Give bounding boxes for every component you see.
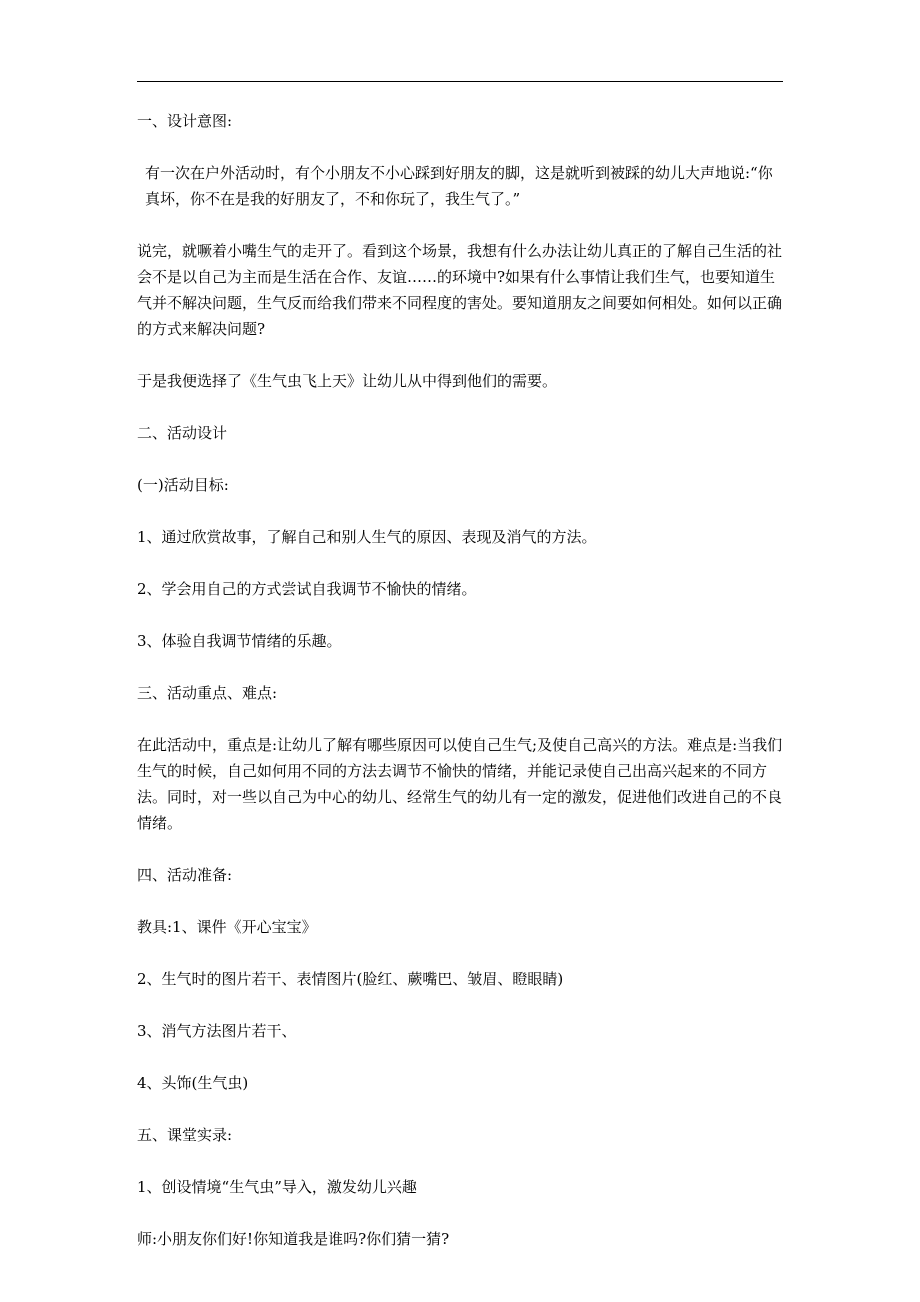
section-heading-class-record: 五、课堂实录: (137, 1126, 233, 1144)
goal-item-1: 1、通过欣赏故事，了解自己和别人生气的原因、表现及消气的方法。 (137, 528, 597, 546)
goal-item-2: 2、学会用自己的方式尝试自我调节不愉快的情绪。 (137, 580, 477, 598)
header-rule (137, 81, 783, 82)
paragraph-choice: 于是我便选择了《生气虫飞上天》让幼儿从中得到他们的需要。 (137, 372, 558, 390)
paragraph-key-points: 在此活动中，重点是:让幼儿了解有哪些原因可以使自己生气;及使自己高兴的方法。难点是:当我们生气的时候，自己如何用不同的方法去调节不愉快的情绪，并能记录使自己出高兴起来的不同方法。同时，对一些以自己为中心的幼儿、经常生气的幼儿有一定的激发，促进他们改进自己的不良情绪。 (137, 736, 783, 832)
document-body (137, 108, 787, 1278)
subheading-activity-goals: (一)活动目标: (137, 476, 229, 494)
teacher-dialogue: 师:小朋友你们好!你知道我是谁吗?你们猜一猜? (137, 1230, 450, 1248)
preparation-item-3: 3、消气方法图片若干、 (137, 1022, 297, 1040)
preparation-item-1: 教具:1、课件《开心宝宝》 (137, 918, 317, 936)
record-item-1: 1、创设情境“生气虫”导入，激发幼儿兴趣 (137, 1178, 417, 1196)
section-heading-preparation: 四、活动准备: (137, 866, 233, 884)
paragraph-reflection: 说完，就噘着小嘴生气的走开了。看到这个场景，我想有什么办法让幼儿真正的了解自己生活的社会不是以自己为主而是生活在合作、友谊……的环境中?如果有什么事情让我们生气，也要知道生气并不解决问题，生气反而给我们带来不同程度的害处。要知道朋友之间要如何相处。如何以正确的方式来解决问题? (137, 242, 783, 338)
section-heading-activity-design: 二、活动设计 (137, 424, 228, 442)
goal-item-3: 3、体验自我调节情绪的乐趣。 (137, 632, 342, 650)
section-heading-key-points: 三、活动重点、难点: (137, 684, 278, 702)
preparation-item-4: 4、头饰(生气虫) (137, 1074, 249, 1092)
paragraph-story: 有一次在户外活动时，有个小朋友不小心踩到好朋友的脚，这是就听到被踩的幼儿大声地说:“你真坏，你不在是我的好朋友了，不和你玩了，我生气了。” (145, 164, 773, 208)
section-heading-design-intent: 一、设计意图: (137, 112, 233, 130)
preparation-item-2: 2、生气时的图片若干、表情图片(脸红、蕨嘴巴、皱眉、瞪眼睛) (137, 970, 564, 988)
